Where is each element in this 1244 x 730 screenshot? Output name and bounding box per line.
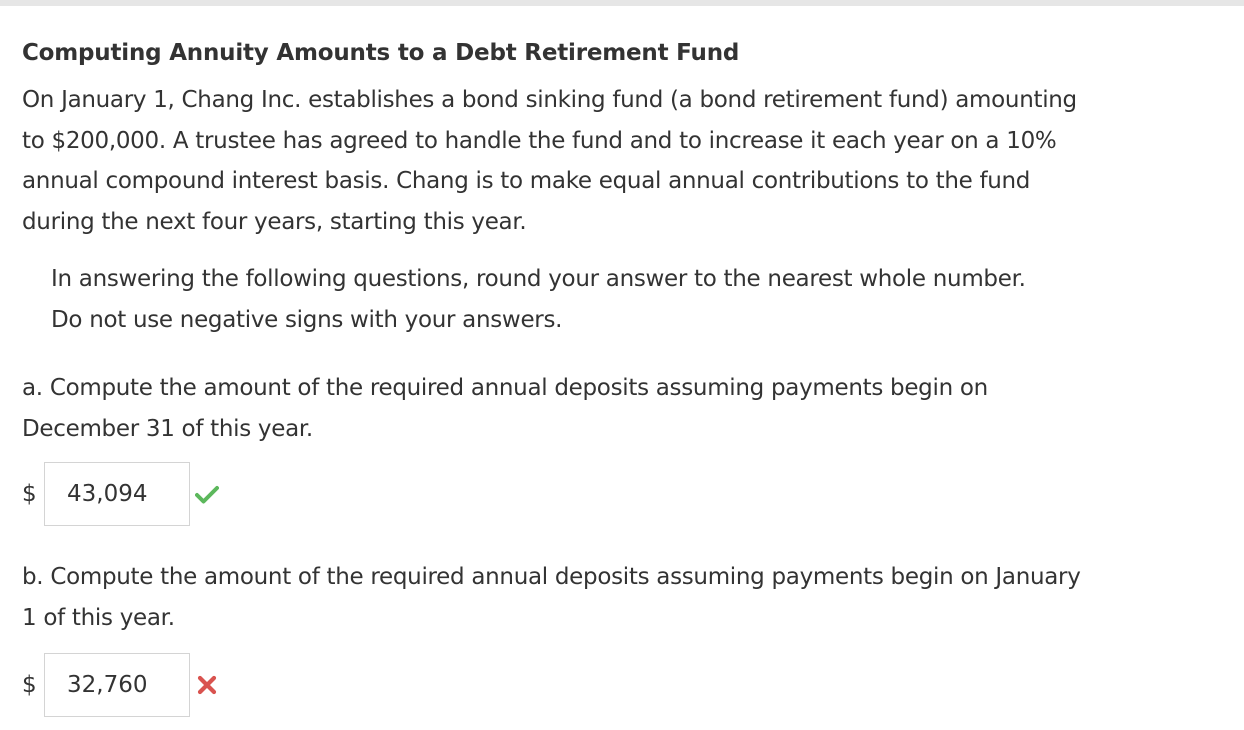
problem-intro [22, 80, 1232, 242]
currency-symbol: $ [22, 672, 37, 698]
check-icon [195, 482, 219, 506]
problem-content [22, 34, 1232, 718]
question-a-line: a. Compute the amount of the required annual deposits assuming payments begin on [22, 375, 988, 401]
question-b-line: b. Compute the amount of the required annual deposits assuming payments begin on January [22, 564, 1081, 590]
answer-a-row [22, 461, 1232, 527]
question-b [22, 557, 1232, 638]
answer-a-input[interactable]: 43,094 [44, 462, 190, 526]
question-b-line: 1 of this year. [22, 604, 175, 631]
intro-line: to $200,000. A trustee has agreed to handle the fund and to increase it each year on a 10% [22, 127, 1057, 154]
question-a [22, 368, 1232, 449]
cross-icon [195, 673, 219, 697]
intro-line: On January 1, Chang Inc. establishes a bond sinking fund (a bond retirement fund) amounting [22, 87, 1077, 113]
answer-b-input[interactable]: 32,760 [44, 653, 190, 717]
answer-b-row [22, 652, 1232, 718]
rounding-instructions [51, 259, 1232, 340]
problem-title: Computing Annuity Amounts to a Debt Retirement Fund [22, 40, 740, 66]
top-divider [0, 0, 1244, 6]
intro-line: during the next four years, starting this year. [22, 208, 527, 235]
question-a-line: December 31 of this year. [22, 415, 313, 442]
currency-symbol: $ [22, 481, 37, 507]
instruction-line: In answering the following questions, round your answer to the nearest whole number. [51, 266, 1026, 292]
intro-line: annual compound interest basis. Chang is to make equal annual contributions to the fund [22, 168, 1031, 194]
instruction-line: Do not use negative signs with your answers. [51, 306, 563, 333]
